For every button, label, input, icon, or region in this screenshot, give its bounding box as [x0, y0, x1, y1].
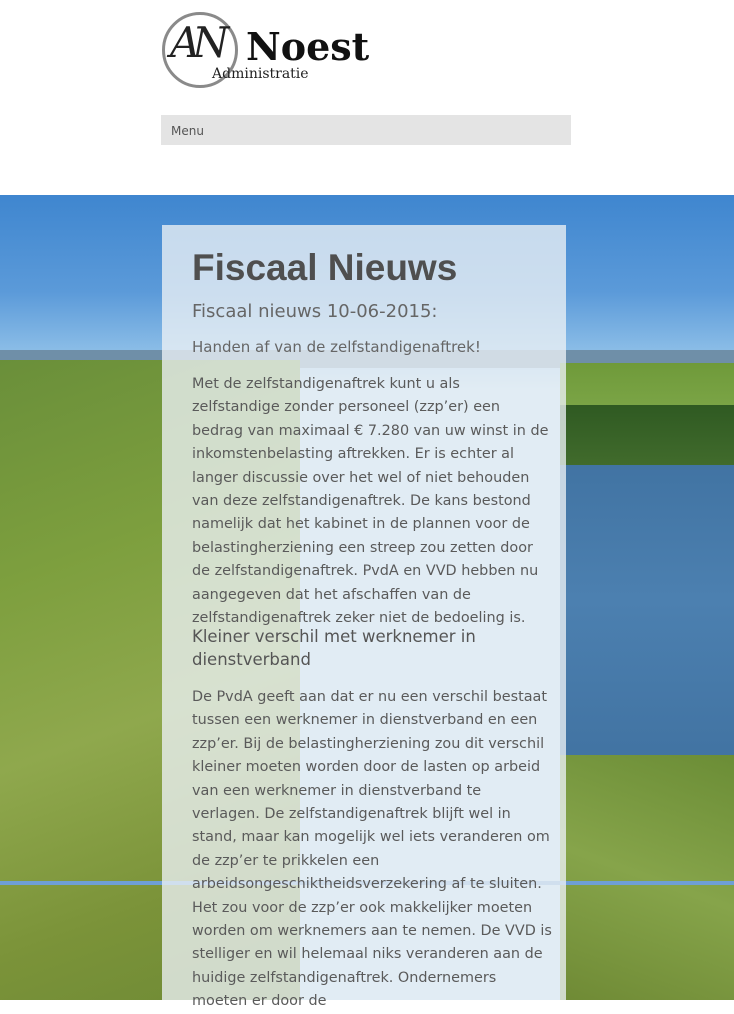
site-header	[0, 0, 734, 195]
logo-monogram: AN	[170, 18, 222, 67]
content-panel	[162, 225, 566, 1010]
site-logo[interactable]	[162, 10, 392, 92]
menu-label: Menu	[171, 124, 204, 138]
article-subtitle: Fiscaal nieuws 10-06-2015:	[192, 301, 438, 322]
logo-name: Noest	[246, 24, 370, 69]
article-paragraph-2: De PvdA geeft aan dat er nu een verschil bestaat tussen een werknemer in dienstverband en een zzp’er. Bij de belastingherziening zou dit verschil kleiner moeten worden door de lasten op arbeid van een werknemer in dienstverband te verlagen. De zelfstandigenaftrek blijft wel in stand, maar kan mogelijk wel iets veranderen om de zzp’er te prikkelen een arbeidsongeschiktheidsverzekering af te sluiten. Het zou voor de zzp’er ook makkelijker moeten worden om werknemers aan te nemen. De VVD is stelliger en wil helemaal niks veranderen aan de huidige zelfstandigenaftrek. Ondernemers moeten er door de	[192, 689, 552, 1010]
article-paragraph-1: Met de zelfstandigenaftrek kunt u als zelfstandige zonder personeel (zzp’er) een bedrag van maximaal € 7.280 van uw winst in de inkomstenbelasting aftrekken. Er is echter al langer discussie over het wel of niet behouden van deze zelfstandigenaftrek. De kans bestond namelijk dat het kabinet in de plannen voor de belastingherziening een streep zou zetten door de zelfstandigenaftrek. PvdA en VVD hebben nu aangegeven dat het afschaffen van de zelfstandigenaftrek zeker niet de bedoeling is.	[192, 376, 549, 627]
article-heading-2: Kleiner verschil met werknemer in dienstverband	[192, 627, 476, 669]
logo-subtitle: Administratie	[212, 66, 309, 82]
hero-bank-right	[560, 755, 734, 1000]
article-lead: Handen af van de zelfstandigenaftrek!	[192, 338, 481, 356]
page-title: Fiscaal Nieuws	[192, 247, 458, 288]
menu-toggle[interactable]	[161, 115, 571, 145]
hero-reeds	[560, 405, 734, 465]
